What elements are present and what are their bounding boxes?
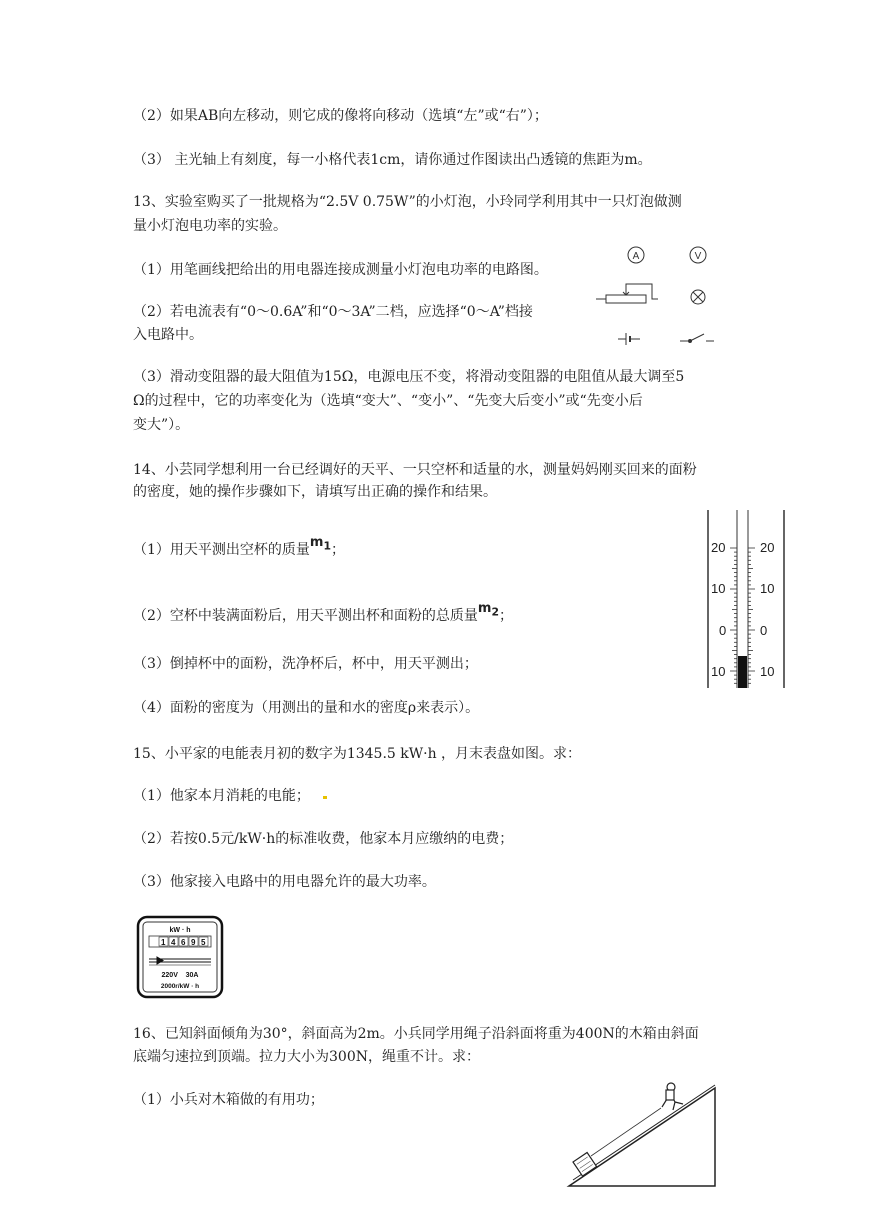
label-right-0: 0 [760,623,768,638]
ammeter-letter: A [632,251,640,262]
meter-digit-3: 6 [181,938,186,947]
q16-part1: （1）小兵对木箱做的有用功； [133,1092,324,1108]
incline-slope [569,1088,715,1186]
incline-figure [565,1080,725,1190]
meter-unit: kW · h [169,927,191,934]
q14-part3: （3）倒掉杯中的面粉，洗净杯后，杯中，用天平测出； [133,656,478,672]
q13-stem-line1: 13、实验室购买了一批规格为“2.5V 0.75W”的小灯泡，小玲同学利用其中一只灯泡做测 [133,194,682,210]
highlight-dot [323,796,327,799]
person-pulling [662,1083,683,1110]
meter-digit-1: 1 [161,938,166,947]
label-left-10: 10 [711,581,726,596]
meter-constant: 2000r/kW · h [160,983,200,990]
meter-digit-5: 5 [201,938,206,947]
wooden-box [573,1152,597,1176]
q13-part2-line2: 入电路中。 [133,327,203,343]
q14-part2-text: （2）空杯中装满面粉后，用天平测出杯和面粉的总质量 [133,608,478,624]
thermometer-figure [700,510,790,688]
q13-stem-line2: 量小灯泡电功率的实验。 [133,218,287,234]
q12-part2: （2）如果AB向左移动，则它成的像将向移动（选填“左”或“右”）； [133,108,548,124]
lamp-symbol [691,290,705,304]
liquid-column [738,656,747,688]
q15-stem: 15、小平家的电能表月初的数字为1345.5 kW·h ，月末表盘如图。求： [133,746,582,762]
q14-part2-end: ； [499,608,513,624]
label-left-20: 20 [711,540,726,555]
circuit-symbols-figure [596,240,726,350]
q14-part2 [133,601,513,631]
q15-part2: （2）若按0.5元/kW·h的标准收费，他家本月应缴纳的电费； [133,831,514,847]
q13-part3-line1: （3）滑动变阻器的最大阻值为15Ω，电源电压不变，将滑动变阻器的电阻值从最大调至5 [133,369,685,385]
switch-symbol [680,334,714,343]
label-left-minus10: 10 [711,664,726,679]
q14-stem-line2: 的密度，她的操作步骤如下，请填写出正确的操作和结果。 [133,484,497,500]
electricity-meter-figure [137,916,223,998]
battery-symbol [618,333,640,345]
q14-part1-end: ； [331,542,346,558]
meter-digit-4: 9 [191,938,196,947]
rheostat-symbol [596,284,658,303]
q16-stem-line1: 16、已知斜面倾角为30°，斜面高为2m。小兵同学用绳子沿斜面将重为400N的木箱由斜面 [133,1026,699,1042]
q13-part1: （1）用笔画线把给出的用电器连接成测量小灯泡电功率的电路图。 [133,262,548,278]
voltmeter-letter: V [694,251,702,262]
mass-symbol-m1: $m_1$ [309,535,332,553]
voltmeter-symbol [690,247,706,263]
meter-digit-2: 4 [171,938,176,947]
q13-part3-line3: 变大”）。 [133,417,190,433]
ammeter-symbol [628,247,644,263]
q14-part4: （4）面粉的密度为（用测出的量和水的密度ρ来表示）。 [133,700,480,716]
q14-part1-text: （1）用天平测出空杯的质量 [133,542,310,558]
label-right-minus10: 10 [760,664,775,679]
label-right-10: 10 [760,581,775,596]
label-right-20: 20 [760,540,775,555]
q15-part1: （1）他家本月消耗的电能； [133,788,310,804]
q16-stem-line2: 底端匀速拉到顶端。拉力大小为300N，绳重不计。求： [133,1049,480,1065]
q13-part3-line2: Ω的过程中，它的功率变化为（选填“变大”、“变小”、“先变大后变小”或“先变小后 [133,393,643,409]
q12-part3: （3） 主光轴上有刻度，每一小格代表1cm，请你通过作图读出凸透镜的焦距为m。 [133,152,652,168]
meter-rating: 220V 30A [161,972,199,979]
mass-symbol-m2: $m_2$ [477,601,499,619]
label-left-0: 0 [719,623,727,638]
q14-part1 [133,535,346,565]
q14-stem-line1: 14、小芸同学想利用一台已经调好的天平、一只空杯和适量的水，测量妈妈刚买回来的面粉 [133,462,697,478]
q15-part3: （3）他家接入电路中的用电器允许的最大功率。 [133,874,436,890]
q13-part2-line1: （2）若电流表有“0～0.6A”和“0～3A”二档，应选择“0～A”档接 [133,304,533,320]
